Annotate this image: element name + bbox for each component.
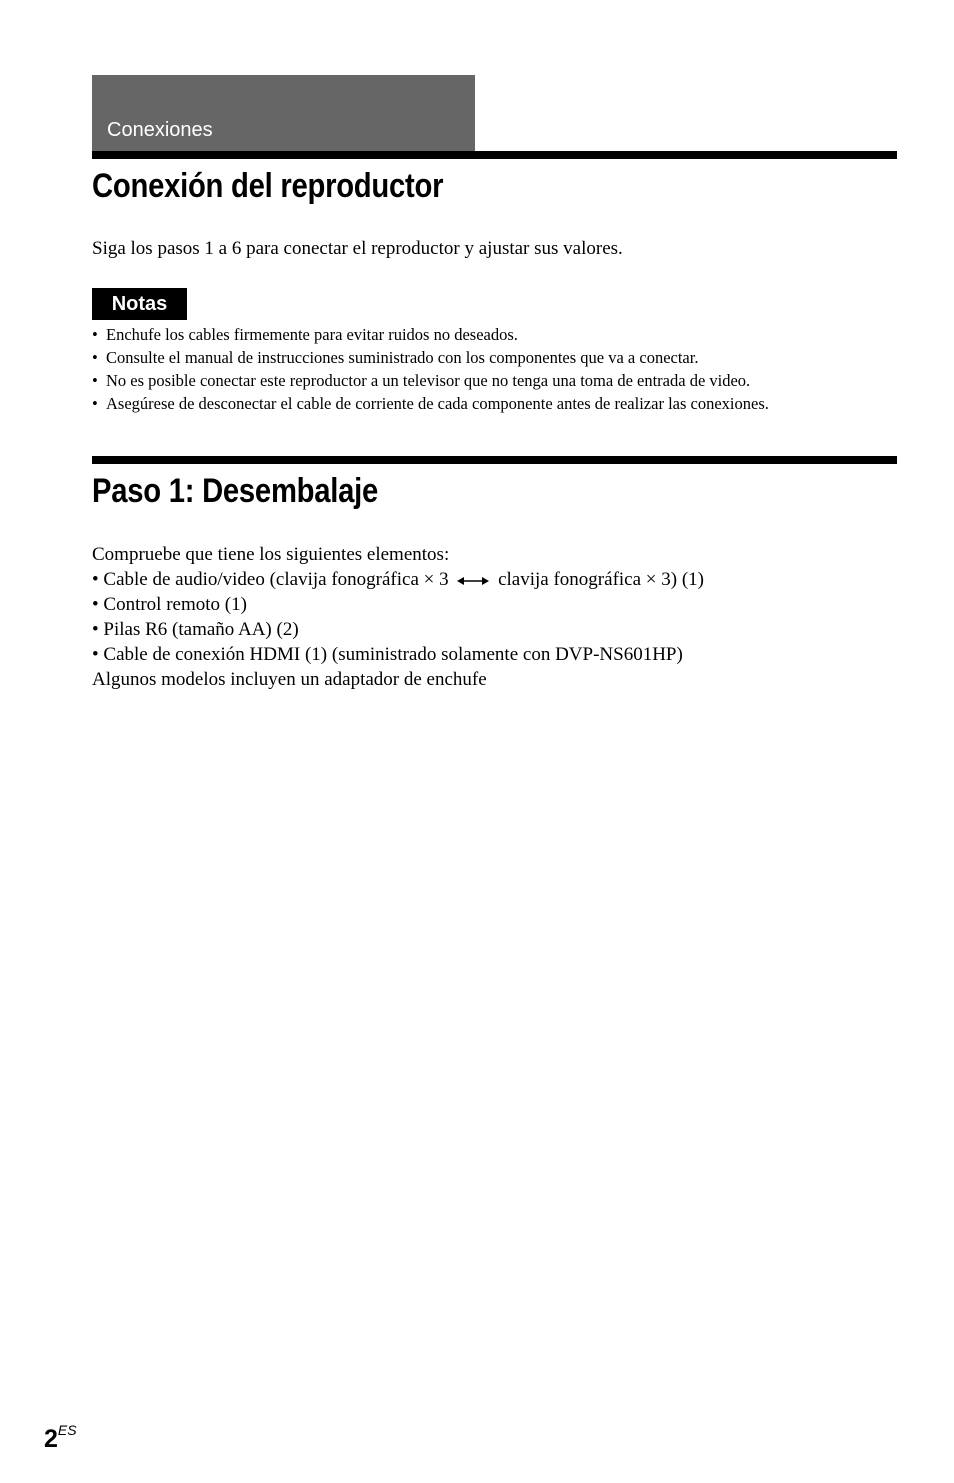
intro-text: Siga los pasos 1 a 6 para conectar el reproductor y ajustar sus valores. [92,238,623,259]
page-title: Conexión del reproductor [92,167,444,205]
notes-label: Notas [92,288,187,320]
section-title: Conexiones [107,119,213,141]
double-arrow-icon [457,575,489,587]
note-item: • Enchufe los cables firmemente para evitar ruidos no deseados. [92,325,518,344]
note-item: • No es posible conectar este reproductor a un televisor que no tenga una toma de entrada de video. [92,371,751,390]
note-item: • Asegúrese de desconectar el cable de corriente de cada componente antes de realizar las conexiones. [92,394,769,413]
page-number: $2^{ES}$ [44,1422,77,1453]
adapter-note: Algunos modelos incluyen un adaptador de enchufe [92,669,487,690]
section-tab [92,75,475,151]
list-item: • Cable de audio/video (clavija fonográfica × 3 clavija fonográfica × 3) (1) [92,569,704,590]
items-list [92,542,704,692]
page-lang: ES [57,1422,77,1438]
list-item: • Cable de conexión HDMI (1) (suministrado solamente con DVP-NS601HP) [92,644,683,665]
notes-list [92,323,769,415]
list-item: • Control remoto (1) [92,594,247,615]
list-item: • Pilas R6 (tamaño AA) (2) [92,619,299,640]
section-heading: Paso 1: Desembalaje [92,472,379,510]
check-intro: Compruebe que tiene los siguientes elementos: [92,544,450,565]
heading-rule [92,151,897,159]
note-item: • Consulte el manual de instrucciones suministrado con los componentes que va a conectar. [92,348,699,367]
heading-rule [92,456,897,464]
